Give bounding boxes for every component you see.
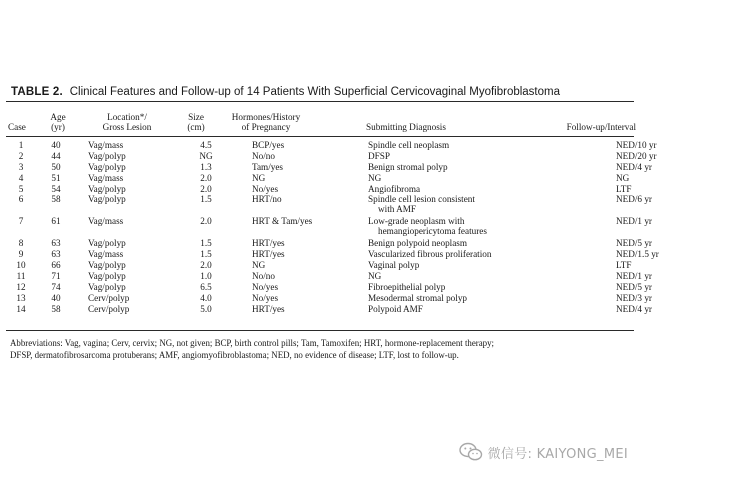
- header-size: Size (cm): [187, 112, 205, 132]
- table-row: [6, 249, 756, 260]
- cell-size: NG: [199, 150, 213, 161]
- table-row: [6, 293, 756, 304]
- cell-case: 8: [18, 238, 24, 249]
- cell-location: Vag/mass: [88, 216, 124, 227]
- table-caption: [11, 86, 629, 98]
- cell-age: 51: [51, 172, 61, 183]
- table-header: [6, 108, 638, 132]
- cell-case: 14: [16, 303, 26, 314]
- cell-size: 1.5: [200, 194, 212, 205]
- cell-location: Vag/polyp: [88, 238, 126, 249]
- cell-diagnosis: Angiofibroma: [368, 183, 421, 194]
- cell-size: 1.0: [200, 271, 212, 282]
- header-diagnosis: Submitting Diagnosis: [366, 122, 446, 132]
- cell-size: 1.3: [200, 161, 212, 172]
- cell-age: 40: [51, 292, 61, 303]
- cell-diagnosis: Vaginal polyp: [368, 260, 420, 271]
- cell-followup: NED/4 yr: [616, 303, 652, 314]
- cell-age: 61: [51, 216, 61, 227]
- cell-hormones: No/yes: [252, 292, 279, 303]
- cell-age: 66: [51, 260, 61, 271]
- cell-case: 1: [18, 140, 24, 150]
- watermark-text: 微信号: KAIYONG_MEI: [487, 446, 628, 462]
- table-body: [6, 140, 756, 315]
- cell-followup: NED/1 yr: [616, 271, 652, 282]
- cell-case: 10: [16, 260, 26, 271]
- cell-diagnosis: Fibroepithelial polyp: [368, 282, 446, 293]
- cell-age: 50: [51, 161, 61, 172]
- cell-diagnosis: Benign polypoid neoplasm: [368, 238, 468, 249]
- cell-age: 58: [51, 303, 61, 314]
- cell-location: Vag/polyp: [88, 150, 126, 161]
- cell-age: 63: [51, 249, 61, 260]
- cell-size: 5.0: [200, 303, 212, 314]
- wechat-icon: [459, 442, 483, 462]
- cell-followup: NED/20 yr: [616, 150, 657, 161]
- cell-case: 11: [16, 271, 26, 282]
- table-row: [6, 238, 756, 249]
- cell-followup: NG: [616, 172, 630, 183]
- bottom-rule: [6, 330, 634, 331]
- cell-hormones: No/yes: [252, 183, 279, 194]
- cell-followup: NED/1 yr: [616, 216, 652, 227]
- cell-size: 2.0: [200, 260, 212, 271]
- cell-size: 4.5: [200, 140, 212, 150]
- header-row: [6, 108, 638, 132]
- header-case: Case: [8, 122, 26, 132]
- cell-hormones: BCP/yes: [252, 140, 285, 150]
- cell-age: 44: [51, 150, 61, 161]
- table-footnote: [10, 337, 636, 361]
- cell-age: 54: [51, 183, 61, 194]
- table-row: [6, 151, 756, 162]
- cell-size: 2.0: [200, 172, 212, 183]
- header-age: Age (yr): [50, 112, 66, 132]
- cell-hormones: HRT/no: [252, 194, 282, 205]
- cell-diagnosis: Benign stromal polyp: [368, 161, 448, 172]
- cell-size: 2.0: [200, 216, 212, 227]
- table-row: [6, 162, 756, 173]
- cell-diagnosis: Vascularized fibrous proliferation: [368, 249, 492, 260]
- cell-diagnosis: NG: [368, 172, 382, 183]
- header-followup: Follow-up/Interval: [566, 122, 636, 132]
- cell-age: 74: [51, 282, 61, 293]
- cell-followup: NED/3 yr: [616, 292, 652, 303]
- cell-hormones: HRT/yes: [252, 303, 285, 314]
- cell-case: 6: [18, 194, 24, 205]
- cell-location: Vag/polyp: [88, 271, 126, 282]
- cell-location: Vag/polyp: [88, 194, 126, 205]
- cell-followup: NED/6 yr: [616, 194, 652, 205]
- footnote-line: DFSP, dermatofibrosarcoma protuberans; AMF, angiomyofibroblastoma; NED, no evidence of disease; LTF, lost to follow-up.: [10, 350, 459, 360]
- cell-size: 2.0: [200, 183, 212, 194]
- top-rule: [6, 101, 634, 102]
- header-rule: [6, 136, 634, 137]
- cell-location: Vag/polyp: [88, 282, 126, 293]
- cell-followup: NED/10 yr: [616, 140, 657, 150]
- cell-age: 40: [51, 140, 61, 150]
- cell-diagnosis: NG: [368, 271, 382, 282]
- table-title: Clinical Features and Follow-up of 14 Patients With Superficial Cervicovaginal Myofibroblastoma: [69, 86, 560, 98]
- cell-case: 5: [18, 183, 24, 194]
- cell-hormones: NG: [252, 260, 266, 271]
- cell-case: 9: [18, 249, 24, 260]
- table-row: [6, 194, 756, 216]
- header-hormones: Hormones/History of Pregnancy: [231, 112, 301, 132]
- cell-diagnosis: Spindle cell lesion consistent with AMF: [352, 194, 548, 216]
- cell-location: Vag/mass: [88, 249, 124, 260]
- cell-followup: NED/1.5 yr: [616, 249, 659, 260]
- cell-hormones: No/yes: [252, 282, 279, 293]
- cell-followup: NED/5 yr: [616, 238, 652, 249]
- cell-location: Vag/polyp: [88, 260, 126, 271]
- table-row: [6, 260, 756, 271]
- table-row: [6, 304, 756, 315]
- cell-location: Vag/mass: [88, 140, 124, 150]
- cell-hormones: NG: [252, 172, 266, 183]
- header-location: Location*/ Gross Lesion: [102, 112, 152, 132]
- table-row: [6, 173, 756, 184]
- cell-case: 2: [18, 150, 24, 161]
- table-label: TABLE 2.: [11, 86, 63, 98]
- cell-case: 13: [16, 292, 26, 303]
- cell-location: Vag/mass: [88, 172, 124, 183]
- cell-age: 71: [51, 271, 61, 282]
- cell-case: 7: [18, 216, 24, 227]
- cell-hormones: No/no: [252, 271, 275, 282]
- cell-size: 6.5: [200, 282, 212, 293]
- cell-size: 1.5: [200, 238, 212, 249]
- cell-location: Vag/polyp: [88, 183, 126, 194]
- cell-location: Vag/polyp: [88, 161, 126, 172]
- cell-hormones: Tam/yes: [252, 161, 283, 172]
- watermark: [459, 441, 628, 463]
- cell-followup: LTF: [616, 183, 632, 194]
- cell-followup: NED/5 yr: [616, 282, 652, 293]
- cell-case: 3: [18, 161, 24, 172]
- cell-size: 1.5: [200, 249, 212, 260]
- table-row: [6, 140, 756, 151]
- cell-location: Cerv/polyp: [88, 292, 130, 303]
- cell-hormones: HRT/yes: [252, 238, 285, 249]
- cell-followup: NED/4 yr: [616, 161, 652, 172]
- table-row: [6, 216, 756, 238]
- cell-diagnosis-continued: hemangiopericytoma features: [378, 226, 487, 237]
- cell-diagnosis: DFSP: [368, 150, 390, 161]
- footnote-line: Abbreviations: Vag, vagina; Cerv, cervix; NG, not given; BCP, birth control pills; Tam, Tamoxifen; HRT, hormone-replacement therapy;: [10, 338, 495, 348]
- cell-age: 58: [51, 194, 61, 205]
- cell-hormones: HRT & Tam/yes: [252, 216, 313, 227]
- cell-location: Cerv/polyp: [88, 303, 130, 314]
- cell-diagnosis-continued: with AMF: [378, 204, 417, 215]
- cell-hormones: No/no: [252, 150, 275, 161]
- cell-size: 4.0: [200, 292, 212, 303]
- cell-case: 4: [18, 172, 24, 183]
- cell-diagnosis: Low-grade neoplasm with hemangiopericytoma features: [352, 216, 548, 238]
- table-row: [6, 184, 756, 195]
- cell-diagnosis: Mesodermal stromal polyp: [368, 292, 468, 303]
- cell-case: 12: [16, 282, 26, 293]
- cell-age: 63: [51, 238, 61, 249]
- cell-diagnosis: Spindle cell neoplasm: [368, 140, 450, 150]
- table-row: [6, 271, 756, 282]
- cell-hormones: HRT/yes: [252, 249, 285, 260]
- table-row: [6, 282, 756, 293]
- cell-diagnosis: Polypoid AMF: [368, 303, 423, 314]
- cell-followup: LTF: [616, 260, 632, 271]
